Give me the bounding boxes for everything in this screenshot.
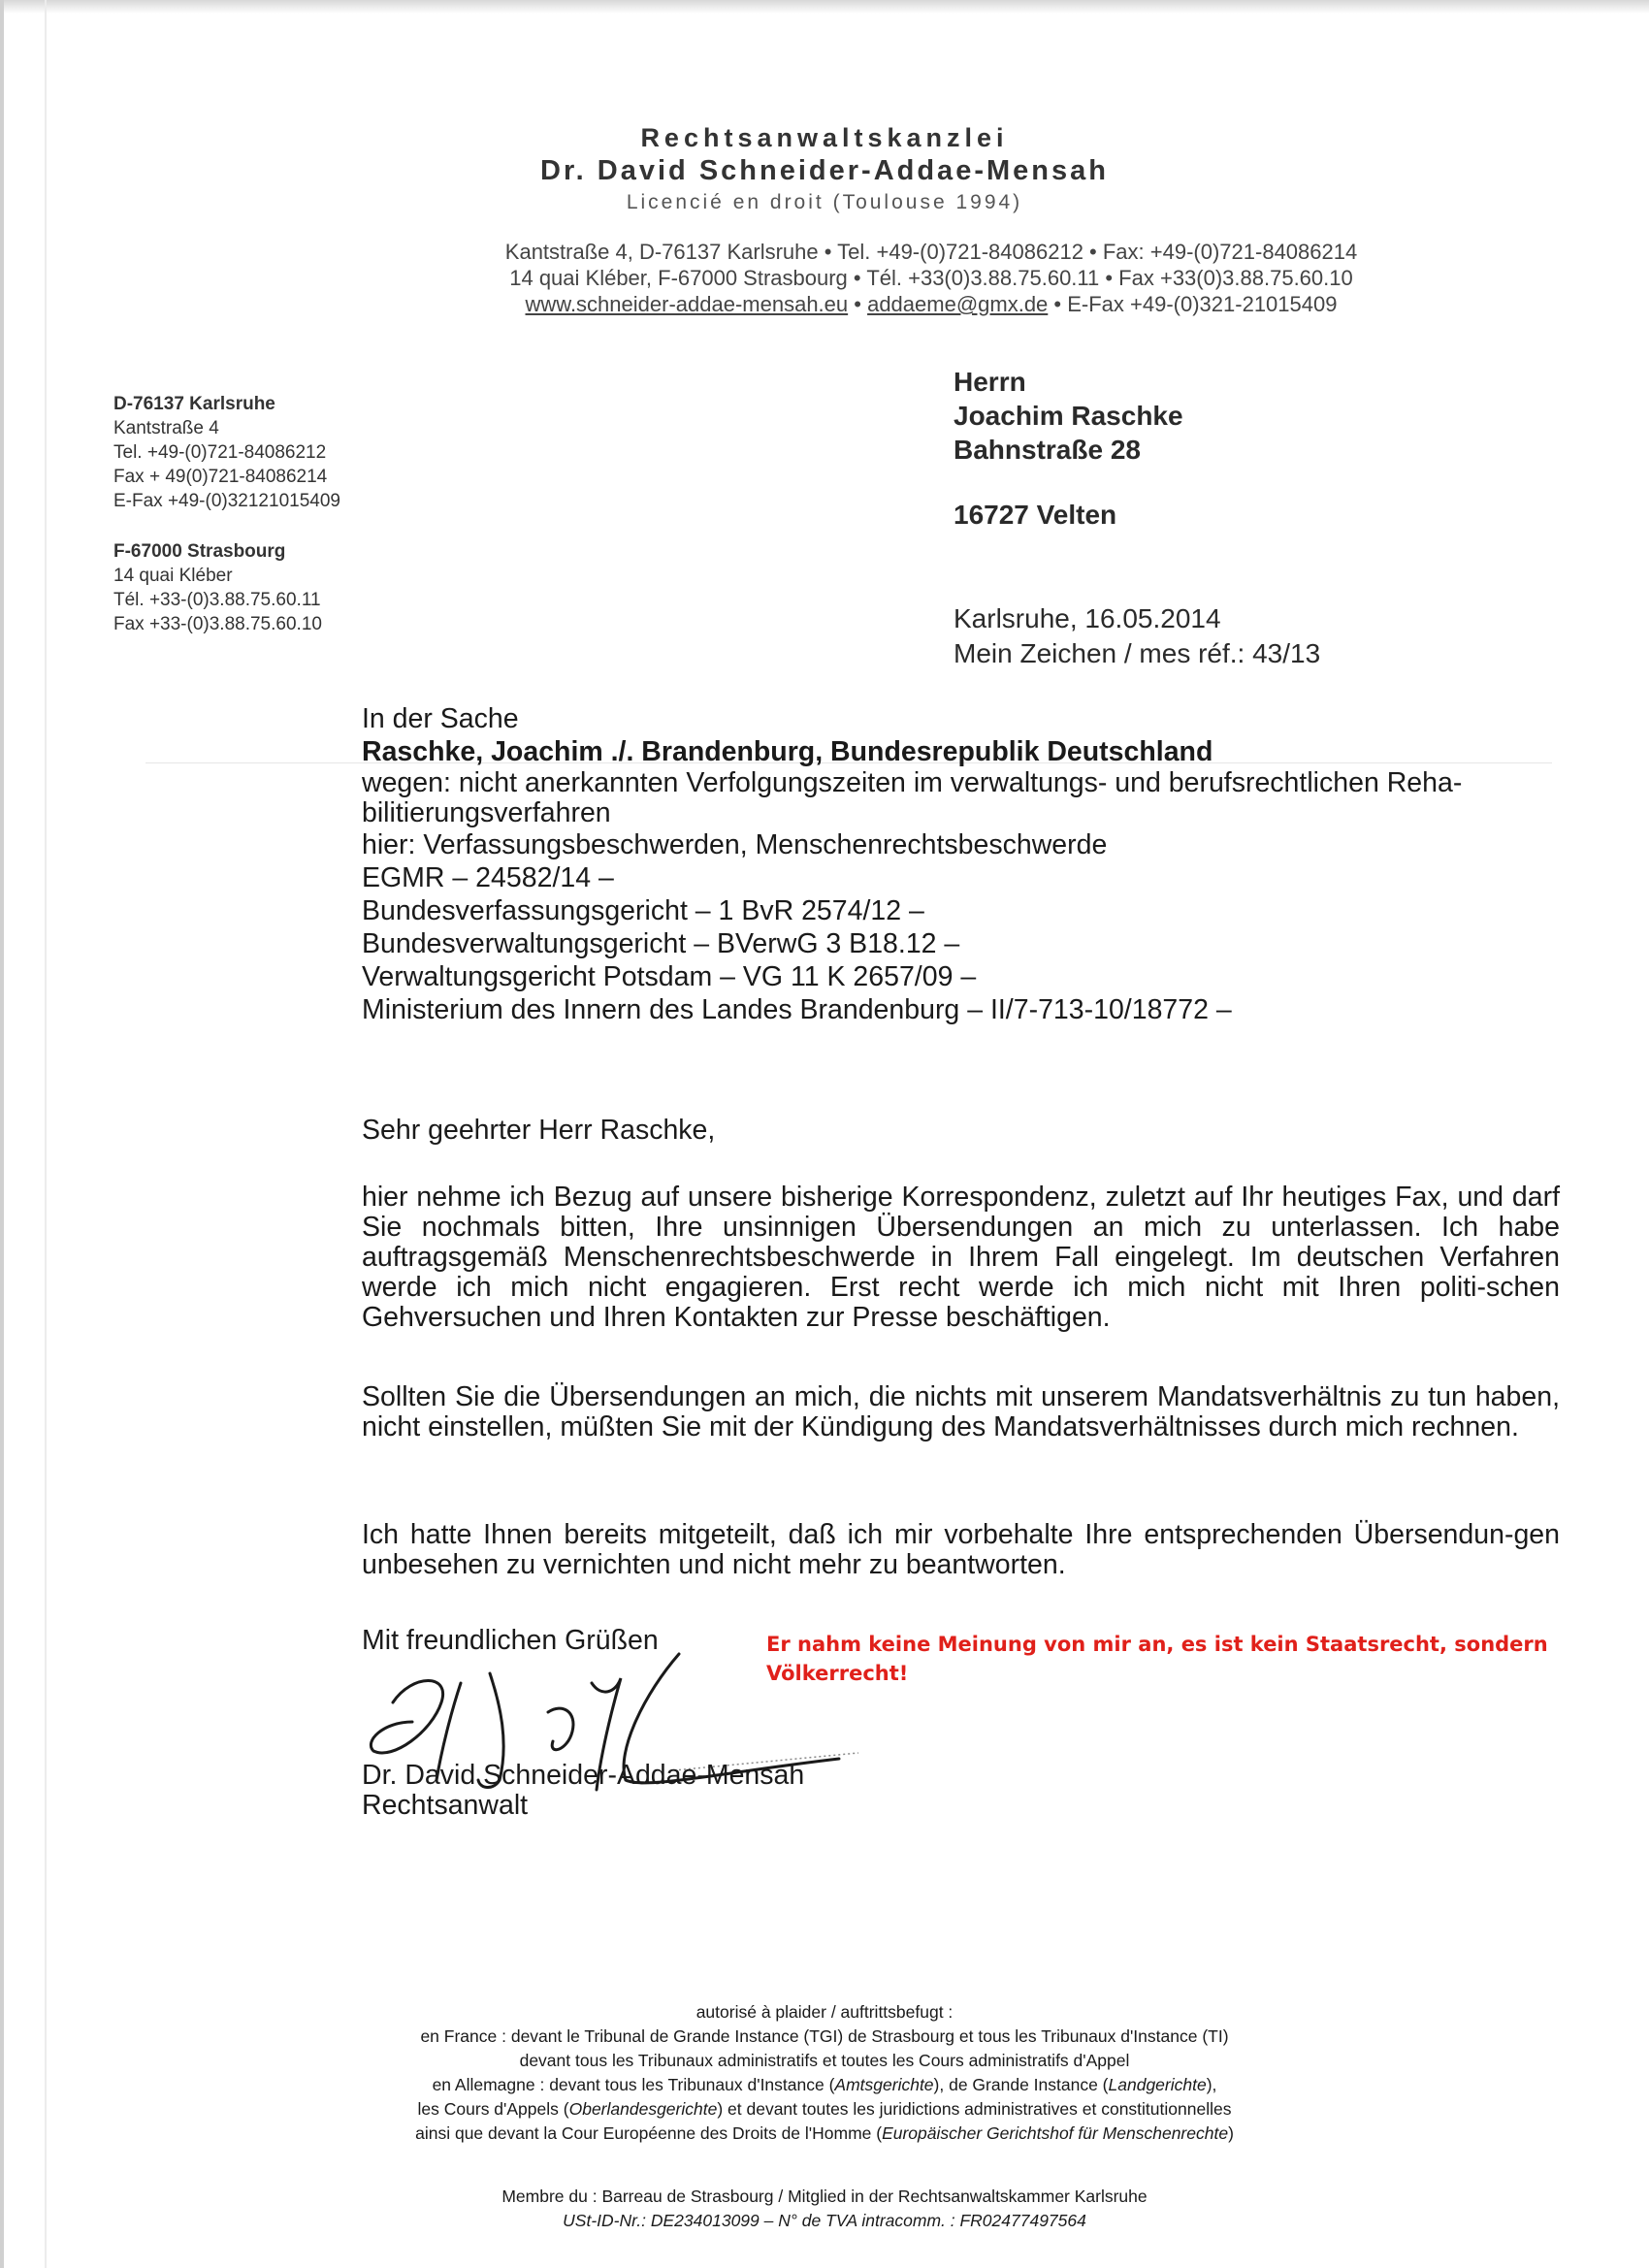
sidebar-karlsruhe-street: Kantstraße 4 — [113, 418, 219, 438]
scan-top-shadow — [0, 0, 1649, 14]
sidebar-karlsruhe — [113, 392, 340, 513]
lawyer-credential: Licencié en droit (Toulouse 1994) — [626, 191, 1023, 213]
letter-date: Karlsruhe, 16.05.2014 — [954, 603, 1221, 633]
date-reference-block — [954, 601, 1320, 671]
contact-karlsruhe: Kantstraße 4, D-76137 Karlsruhe • Tel. +49-(0)721-84086212 • Fax: +49-(0)721-84086214 — [504, 240, 1358, 264]
subject-block — [362, 702, 1560, 1026]
letter-greeting: Sehr geehrter Herr Raschke, — [362, 1115, 716, 1146]
contact-separator: • — [848, 292, 868, 316]
subject-wegen: wegen: nicht anerkannten Verfolgungszeiten im verwaltungs- und berufsrechtlichen Reha-bilitierungsverfahren — [362, 767, 1463, 828]
website-link[interactable]: www.schneider-addae-mensah.eu — [525, 292, 849, 316]
footer-line: devant tous les Tribunaux administratifs et toutes les Cours administratifs d'Appel — [519, 2051, 1130, 2070]
footer-text: les Cours d'Appels ( — [417, 2099, 569, 2119]
case-ref: Bundesverwaltungsgericht – BVerwG 3 B18.12 – — [362, 928, 960, 959]
annotation-line: Völkerrecht! — [766, 1662, 909, 1685]
sidebar-strasbourg-fax: Fax +33-(0)3.88.75.60.10 — [113, 614, 322, 634]
email-link[interactable]: addaeme@gmx.de — [867, 292, 1049, 316]
footer-text: ) — [1228, 2123, 1234, 2143]
scan-left-fold — [45, 0, 47, 2268]
letter-closing: Mit freundlichen Grüßen — [362, 1625, 659, 1656]
case-ref: Bundesverfassungsgericht – 1 BvR 2574/12 – — [362, 895, 924, 926]
footer-vat: USt-ID-Nr.: DE234013099 – N° de TVA intracomm. : FR02477497564 — [563, 2211, 1086, 2230]
footer-line — [291, 2097, 1358, 2122]
letter-paragraph: Ich hatte Ihnen bereits mitgeteilt, daß ich mir vorbehalte Ihre entsprechenden Übersendun-gen unbesehen zu vernichten und nicht mehr zu beantworten. — [362, 1519, 1560, 1580]
footer-text: ainsi que devant la Cour Européenne des Droits de l'Homme ( — [415, 2123, 883, 2143]
signer-name: Dr. David Schneider-Addae-Mensah — [362, 1760, 805, 1791]
contact-web-line — [427, 292, 1436, 317]
footer-line — [291, 2122, 1358, 2146]
footer-text: en Allemagne : devant tous les Tribunaux d'Instance ( — [432, 2075, 835, 2094]
letter-reference: Mein Zeichen / mes réf.: 43/13 — [954, 638, 1321, 668]
sidebar-strasbourg-tel: Tél. +33-(0)3.88.75.60.11 — [113, 590, 321, 610]
subject-hier: hier: Verfassungsbeschwerden, Menschenrechtsbeschwerde — [362, 829, 1108, 860]
footer-italic: Europäischer Gerichtshof für Menschenrechte — [882, 2123, 1229, 2143]
efax-number: • E-Fax +49-(0)321-21015409 — [1053, 292, 1338, 316]
subject-parties: Raschke, Joachim ./. Brandenburg, Bundesrepublik Deutschland — [362, 736, 1213, 767]
footer-italic: Landgerichte — [1108, 2075, 1207, 2094]
sidebar-karlsruhe-tel: Tel. +49-(0)721-84086212 — [113, 442, 327, 463]
sidebar-strasbourg-street: 14 quai Kléber — [113, 566, 233, 586]
recipient-name: Joachim Raschke — [954, 401, 1183, 431]
subject-intro: In der Sache — [362, 703, 519, 734]
footer-text: ) et devant toutes les juridictions administratives et constitutionnelles — [717, 2099, 1232, 2119]
footer-heading: autorisé à plaider / auftrittsbefugt : — [695, 2002, 954, 2022]
signer-block — [362, 1761, 1560, 1821]
case-ref: EGMR – 24582/14 – — [362, 862, 614, 893]
footer-membership — [291, 2185, 1358, 2233]
recipient-street: Bahnstraße 28 — [954, 435, 1141, 465]
footer-bar: Membre du : Barreau de Strasbourg / Mitglied in der Rechtsanwaltskammer Karlsruhe — [501, 2187, 1148, 2206]
footer-italic: Oberlandesgerichte — [568, 2099, 718, 2119]
sidebar-karlsruhe-title: D-76137 Karlsruhe — [113, 394, 275, 414]
recipient-salutation: Herrn — [954, 367, 1026, 397]
letter-paragraph: Sollten Sie die Übersendungen an mich, die nichts mit unserem Mandatsverhältnis zu tun haben, nicht einstellen, müßten Sie mit der Kündigung des Mandatsverhältnisses durch mich rechnen. — [362, 1381, 1560, 1442]
sidebar-strasbourg — [113, 539, 322, 636]
annotation-line: Er nahm keine Meinung von mir an, es ist kein Staatsrecht, sondern — [766, 1633, 1548, 1656]
footer-text: ), — [1206, 2075, 1217, 2094]
recipient-city: 16727 Velten — [954, 500, 1117, 530]
footer-line — [291, 2073, 1358, 2097]
scan-left-edge — [0, 0, 4, 2268]
footer-italic: Amtsgerichte — [834, 2075, 934, 2094]
footer-line: en France : devant le Tribunal de Grande Instance (TGI) de Strasbourg et tous les Tribunaux d'Instance (TI) — [420, 2026, 1229, 2046]
footer-text: ), de Grande Instance ( — [933, 2075, 1109, 2094]
case-ref: Ministerium des Innern des Landes Brandenburg – II/7-713-10/18772 – — [362, 994, 1232, 1025]
firm-name: Rechtsanwaltskanzlei — [640, 123, 1009, 152]
recipient-block — [954, 365, 1183, 467]
letter-paragraph: hier nehme ich Bezug auf unsere bisherige Korrespondenz, zuletzt auf Ihr heutiges Fax, und darf Sie nochmals bitten, Ihre unsinnigen Übersendungen an mich zu unterlassen. Ich habe auftragsgemäß Menschenrechtsbeschwerde in Ihrem Fall eingelegt. Im deutschen Verfahren werde ich mich nicht engagieren. Erst recht werde ich mich nicht mit Ihren politi-schen Gehversuchen und Ihren Kontakten zur Presse beschäftigen. — [362, 1182, 1560, 1333]
sidebar-karlsruhe-efax: E-Fax +49-(0)32121015409 — [113, 491, 340, 511]
case-ref: Verwaltungsgericht Potsdam – VG 11 K 2657/09 – — [362, 961, 977, 992]
contact-strasbourg: 14 quai Kléber, F-67000 Strasbourg • Tél. +33(0)3.88.75.60.11 • Fax +33(0)3.88.75.60.10 — [509, 266, 1353, 290]
sidebar-strasbourg-title: F-67000 Strasbourg — [113, 541, 286, 562]
sidebar-karlsruhe-fax: Fax + 49(0)721-84086214 — [113, 467, 328, 487]
lawyer-name: Dr. David Schneider-Addae-Mensah — [540, 155, 1109, 186]
footer-block — [291, 2000, 1358, 2146]
signer-title: Rechtsanwalt — [362, 1790, 529, 1821]
